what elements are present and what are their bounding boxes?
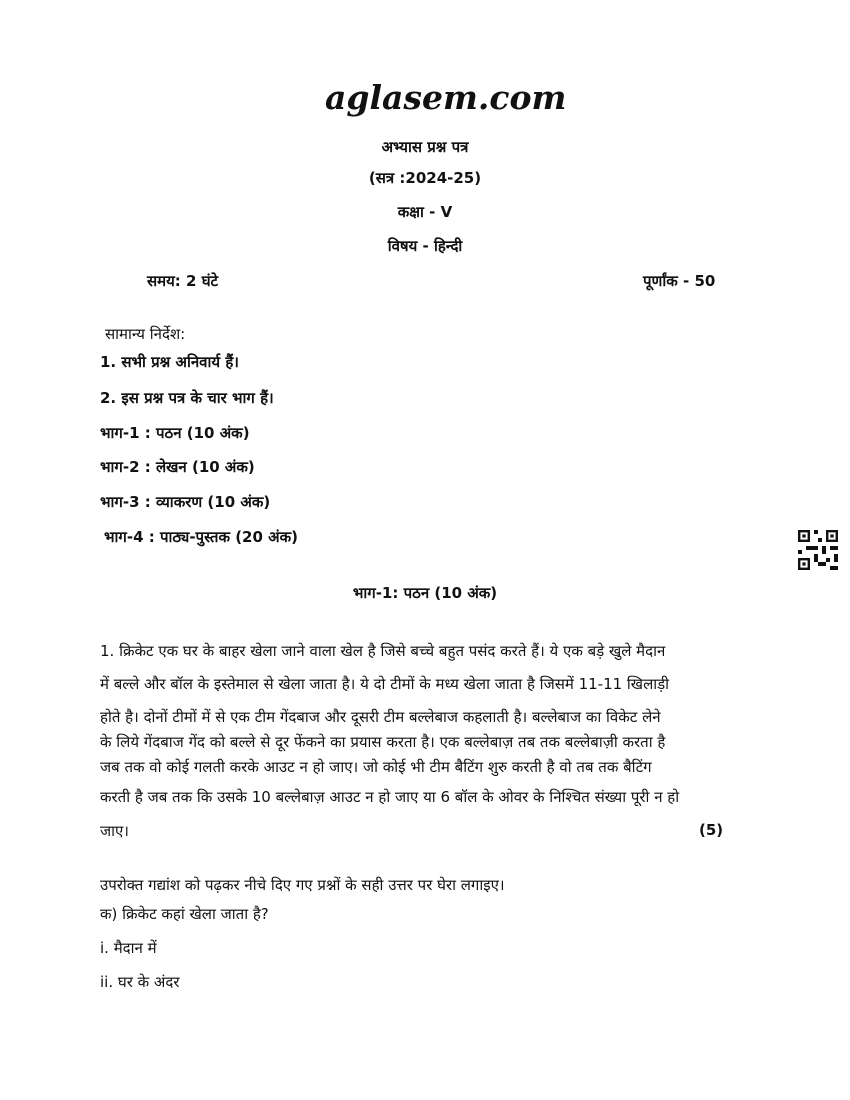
qr-code-icon [798,530,838,570]
answer-option[interactable]: i. मैदान में [100,939,157,957]
paper-title: अभ्यास प्रश्न पत्र [381,138,469,156]
passage-line: जब तक वो कोई गलती करके आउट न हो जाए। जो कोई भी टीम बैटिंग शुरु करती है वो तब तक बैटिंग [100,758,652,776]
instruction-item: भाग-2 : लेखन (10 अंक) [100,458,255,476]
section-heading: भाग-1: पठन (10 अंक) [352,584,498,602]
instruction-item: भाग-4 : पाठ्य-पुस्तक (20 अंक) [104,528,298,546]
subject-label: विषय - हिन्दी [387,237,463,255]
question-instruction: उपरोक्त गद्यांश को पढ़कर नीचे दिए गए प्रश्नों के सही उत्तर पर घेरा लगाइए। [100,876,505,894]
instruction-item: भाग-3 : व्याकरण (10 अंक) [100,493,271,511]
instructions-heading: सामान्य निर्देश: [105,325,186,343]
passage-marks: (5) [699,821,724,839]
passage-line: के लिये गेंदबाज गेंद को बल्ले से दूर फेंकने का प्रयास करता है। एक बल्लेबाज़ तब तक बल्लेबाज़ी करता है [100,733,666,751]
passage-line: जाए। [100,822,129,840]
passage-line: 1. क्रिकेट एक घर के बाहर खेला जाने वाला खेल है जिसे बच्चे बहुत पसंद करते हैं। ये एक बड़े खुले मैदान [100,642,666,660]
passage-line: में बल्ले और बॉल के इस्तेमाल से खेला जाता है। ये दो टीमों के मध्य खेला जाता है जिसमें 11-11 खिलाड़ी [100,675,670,693]
instruction-item: 2. इस प्रश्न पत्र के चार भाग हैं। [100,389,274,407]
site-logo: aglasem.com [325,78,567,117]
instruction-item: 1. सभी प्रश्न अनिवार्य हैं। [100,353,239,371]
instruction-item: भाग-1 : पठन (10 अंक) [100,424,250,442]
time-label: समय: 2 घंटे [147,272,219,290]
passage-line: होते है। दोनों टीमों में से एक टीम गेंदबाज और दूसरी टीम बल्लेबाज कहलाती है। बल्लेबाज का विकेट लेने [100,708,661,726]
class-label: कक्षा - V [397,203,453,221]
session-label: (सत्र :2024-25) [368,169,482,187]
answer-option[interactable]: ii. घर के अंदर [100,973,180,991]
max-marks-label: पूर्णांक - 50 [643,272,716,290]
passage-line: करती है जब तक कि उसके 10 बल्लेबाज़ आउट न हो जाए या 6 बॉल के ओवर के निश्चित संख्या पूरी न हो [100,788,680,806]
question-text: क) क्रिकेट कहां खेला जाता है? [100,905,269,923]
